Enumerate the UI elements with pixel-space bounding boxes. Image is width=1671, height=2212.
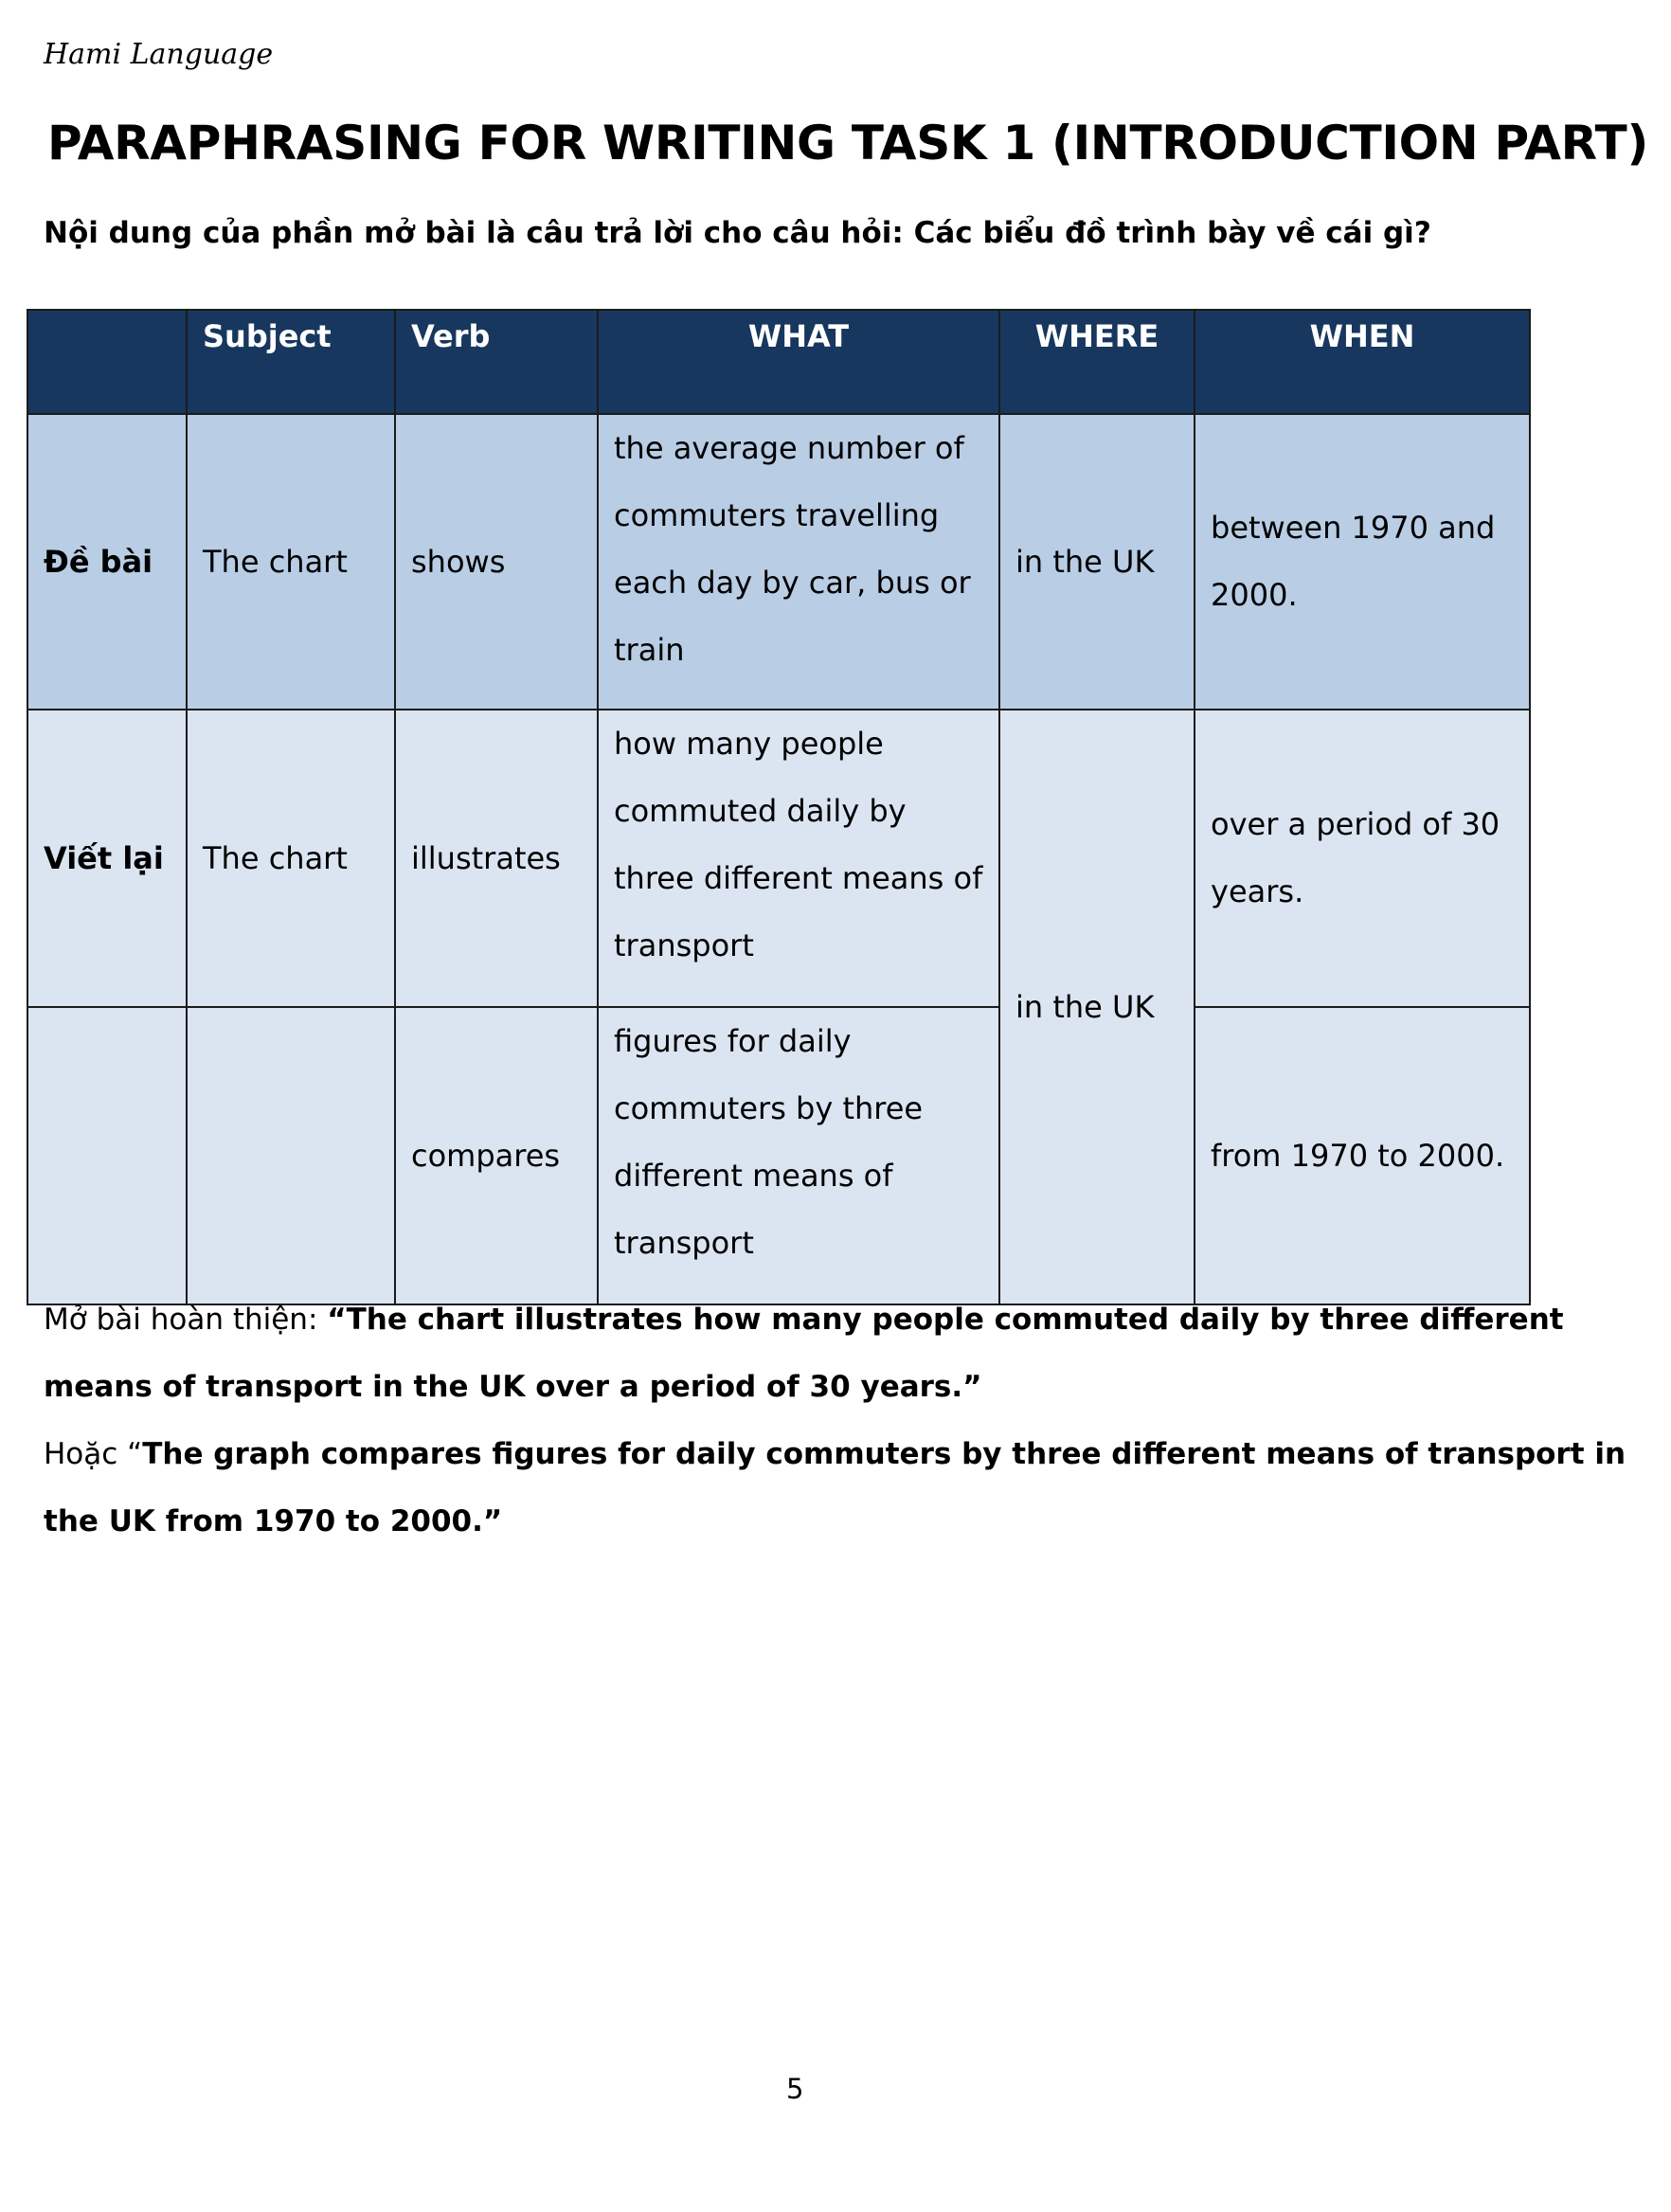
alternative-prefix: Hoặc “: [44, 1437, 143, 1471]
row-label: Đề bài: [27, 414, 187, 710]
header-brand: Hami Language: [44, 38, 274, 71]
when-cell: over a period of 30 years.: [1195, 710, 1530, 1007]
page-title: PARAPHRASING FOR WRITING TASK 1 (INTRODUCTION PART): [47, 116, 1648, 171]
where-cell: in the UK: [999, 414, 1195, 710]
header-blank: [27, 310, 187, 414]
what-cell: the average number of commuters travelling each day by car, bus or train: [598, 414, 999, 710]
page-number: 5: [786, 2073, 804, 2105]
verb-cell: compares: [395, 1007, 598, 1304]
conclusion-sentence: “The chart illustrates how many people commuted daily by three different means of transport in the UK over a period of 30 years.”: [44, 1303, 1564, 1404]
header-subject: Subject: [187, 310, 395, 414]
what-cell: how many people commuted daily by three different means of transport: [598, 710, 999, 1007]
header-what: WHAT: [598, 310, 999, 414]
when-cell: from 1970 to 2000.: [1195, 1007, 1530, 1304]
table-row: [27, 1007, 1530, 1304]
header-where: WHERE: [999, 310, 1195, 414]
subject-cell: [187, 1007, 395, 1304]
conclusion-line-2: [44, 1421, 1635, 1556]
table-row: [27, 414, 1530, 710]
what-cell: figures for daily commuters by three different means of transport: [598, 1007, 999, 1304]
table-row: [27, 710, 1530, 1007]
row-label: [27, 1007, 187, 1304]
header-when: WHEN: [1195, 310, 1530, 414]
conclusion-prefix: Mở bài hoàn thiện:: [44, 1303, 328, 1337]
row-label: Viết lại: [27, 710, 187, 1007]
conclusion-block: [44, 1286, 1635, 1556]
subject-cell: The chart: [187, 414, 395, 710]
verb-cell: illustrates: [395, 710, 598, 1007]
when-cell: between 1970 and 2000.: [1195, 414, 1530, 710]
conclusion-line-1: [44, 1286, 1635, 1421]
header-verb: Verb: [395, 310, 598, 414]
where-cell: in the UK: [999, 710, 1195, 1304]
paraphrase-table: [27, 309, 1531, 1305]
table-header-row: [27, 310, 1530, 414]
intro-question: Nội dung của phần mở bài là câu trả lời cho câu hỏi: Các biểu đồ trình bày về cái gì?: [44, 216, 1431, 250]
alternative-sentence: The graph compares figures for daily commuters by three different means of transport in the UK from 1970 to 2000.”: [44, 1437, 1626, 1538]
verb-cell: shows: [395, 414, 598, 710]
subject-cell: The chart: [187, 710, 395, 1007]
